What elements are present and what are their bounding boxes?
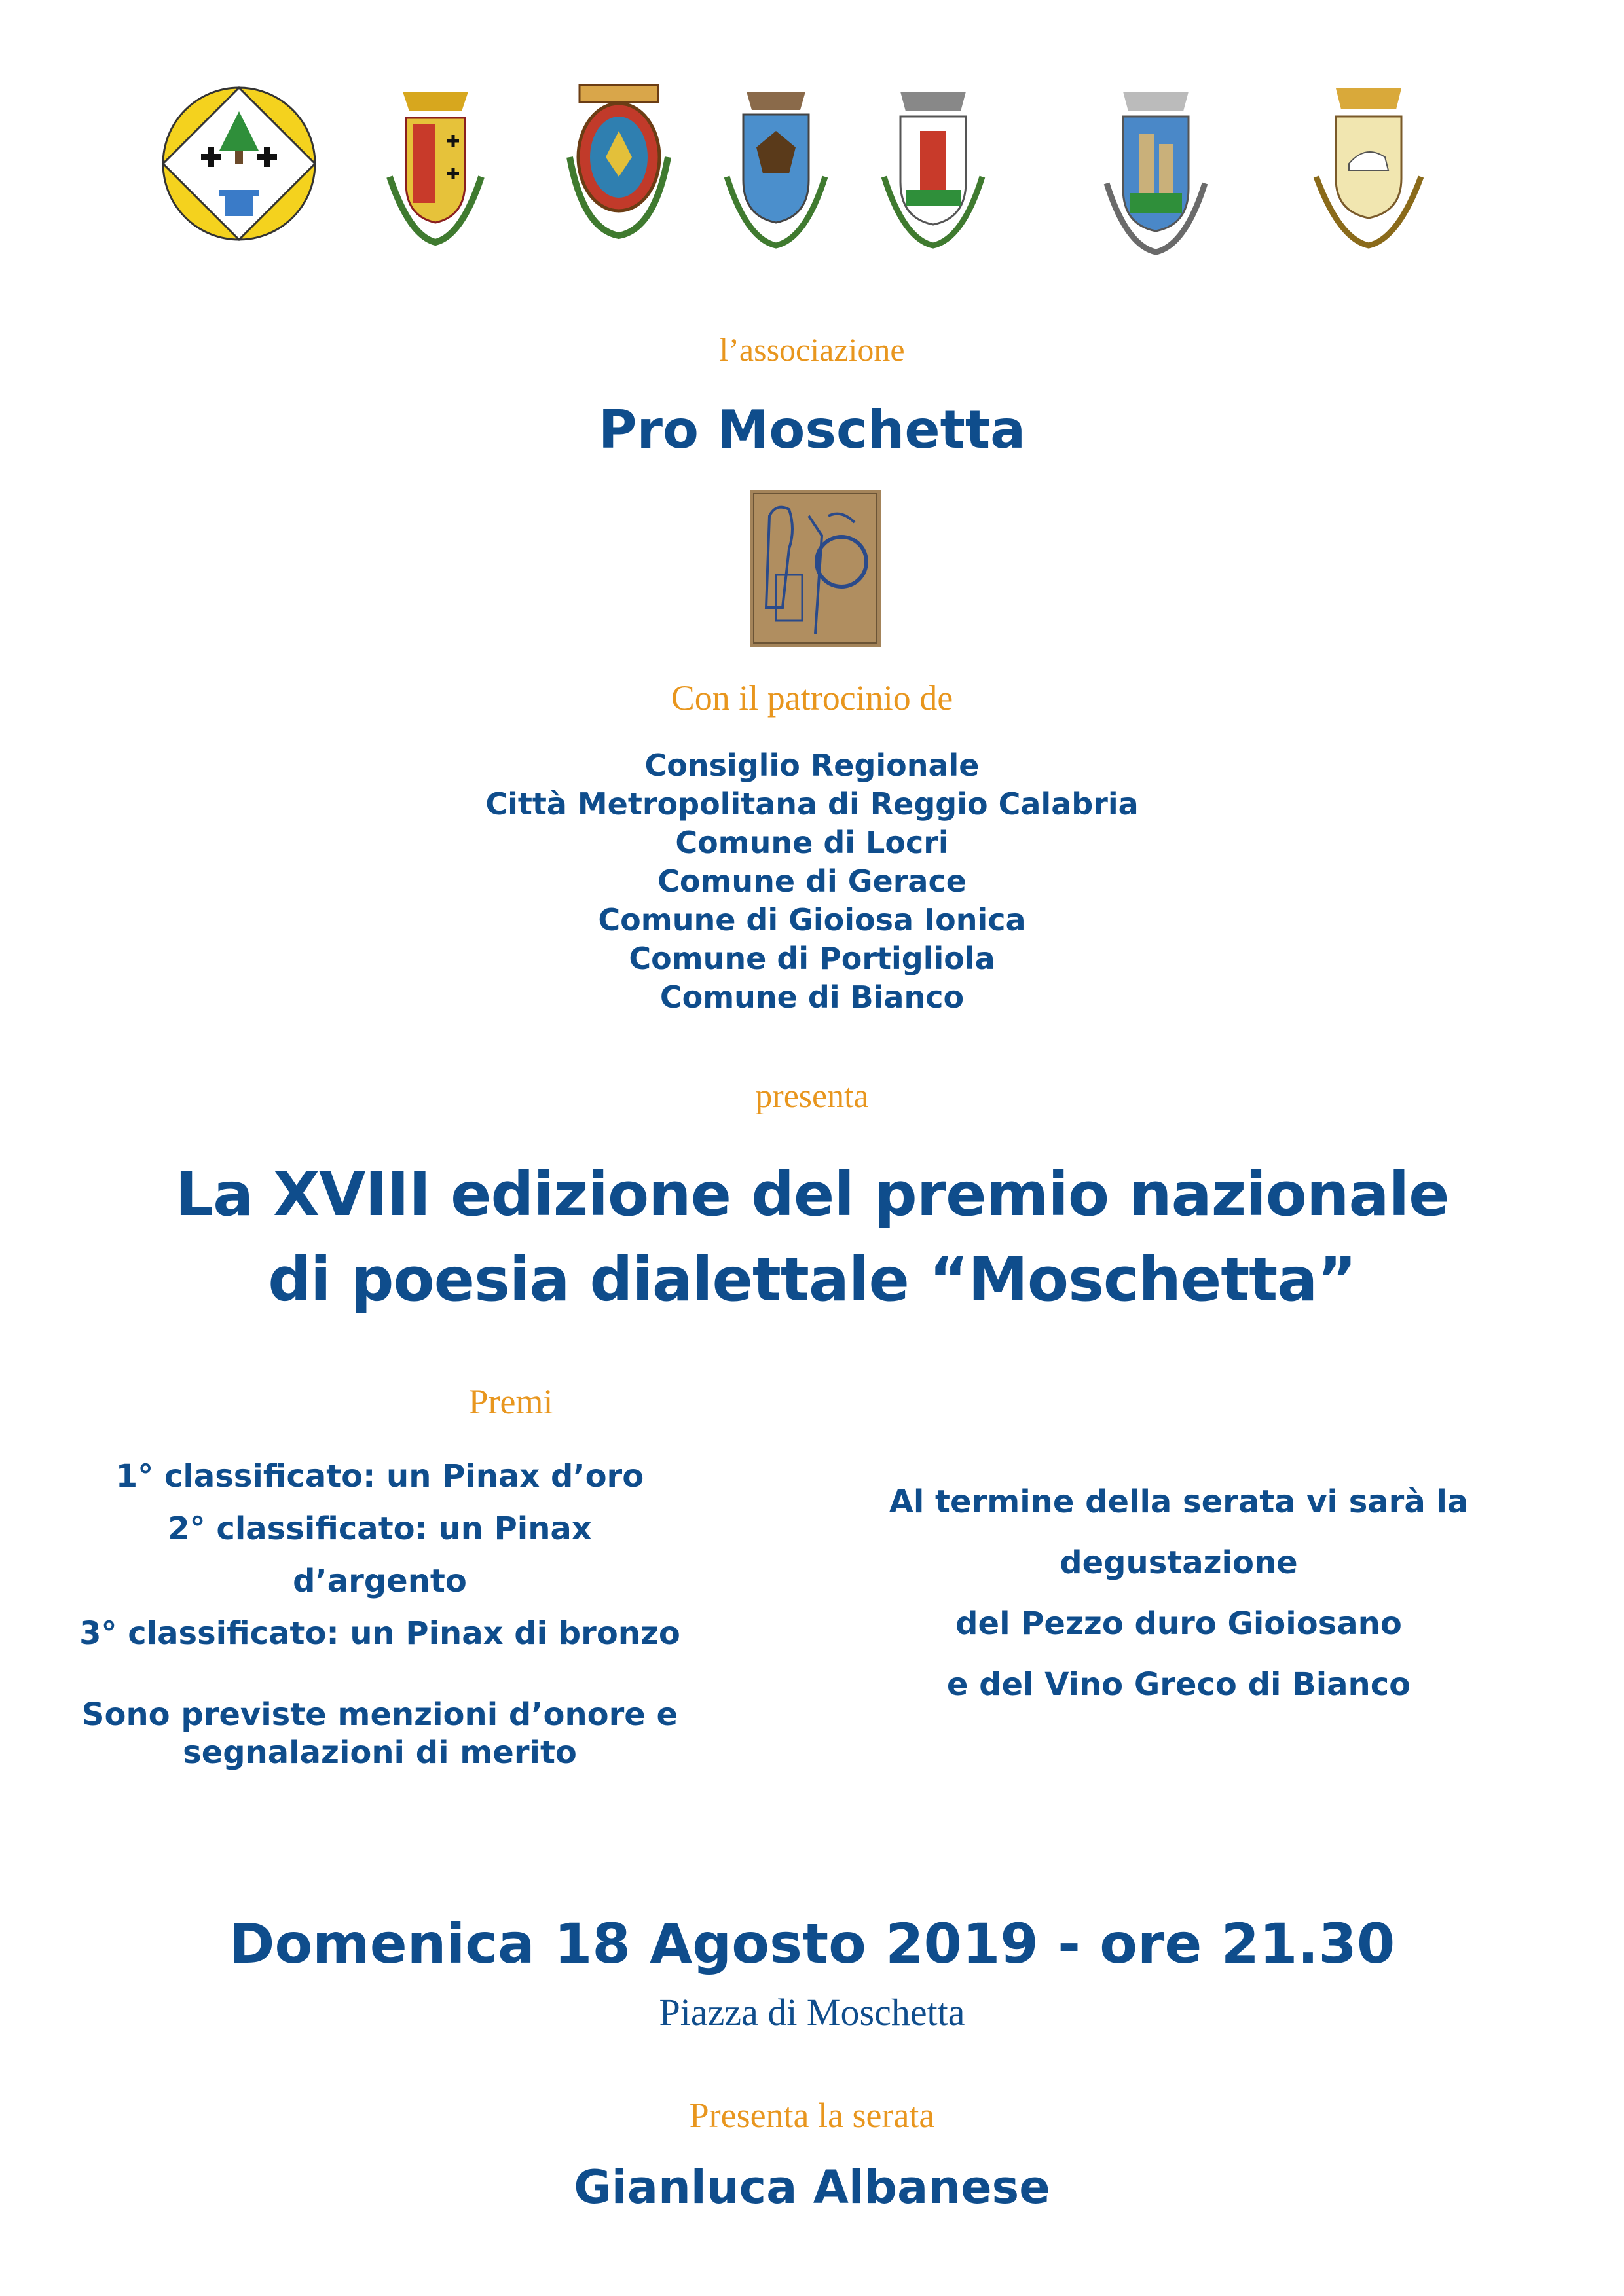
patron-item: Comune di Gerace xyxy=(657,864,967,899)
patron-item: Comune di Locri xyxy=(675,825,949,860)
event-title xyxy=(0,1152,1624,1322)
closing-line: degustazione xyxy=(1060,1544,1298,1581)
coat-of-arms-icon xyxy=(874,79,992,249)
intro-text: l’associazione xyxy=(719,331,905,368)
coat-of-arms-icon xyxy=(557,79,681,242)
event-date: Domenica 18 Agosto 2019 - ore 21.30 xyxy=(229,1912,1395,1976)
prize-item: 2° classificato: un Pinax d’argento xyxy=(168,1510,592,1599)
closing-line: e del Vino Greco di Bianco xyxy=(946,1666,1411,1703)
honors-line: segnalazioni di merito xyxy=(183,1734,577,1771)
regione-calabria-emblem-icon xyxy=(160,85,318,242)
patronage-label: Con il patrocinio de xyxy=(671,678,953,718)
event-place: Piazza di Moschetta xyxy=(659,1991,965,2033)
closing-note xyxy=(851,1472,1506,1715)
patrons-list xyxy=(0,746,1624,1017)
host-name: Gianluca Albanese xyxy=(574,2160,1050,2214)
honors-note xyxy=(79,1696,681,1772)
prizes-label: Premi xyxy=(468,1382,553,1421)
coat-of-arms-icon xyxy=(1303,79,1434,249)
honors-line: Sono previste menzioni d’onore e xyxy=(81,1696,678,1733)
closing-line: del Pezzo duro Gioiosano xyxy=(955,1605,1402,1642)
prize-item: 3° classificato: un Pinax di bronzo xyxy=(79,1615,680,1652)
patron-item: Consiglio Regionale xyxy=(644,748,980,783)
coat-of-arms-icon xyxy=(377,79,494,249)
prize-item: 1° classificato: un Pinax d’oro xyxy=(115,1458,644,1495)
coat-of-arms-icon xyxy=(1097,79,1215,255)
patron-item: Comune di Portigliola xyxy=(629,941,995,976)
patron-item: Comune di Bianco xyxy=(659,979,965,1015)
host-label: Presenta la serata xyxy=(689,2096,935,2135)
association-name: Pro Moschetta xyxy=(598,399,1026,460)
presents-text: presenta xyxy=(755,1078,869,1115)
prizes-list xyxy=(79,1450,681,1660)
patron-item: Comune di Gioiosa Ionica xyxy=(598,902,1026,938)
event-title-line: La XVIII edizione del premio nazionale xyxy=(175,1159,1449,1230)
pinax-emblem-icon xyxy=(750,490,881,647)
patron-item: Città Metropolitana di Reggio Calabria xyxy=(485,786,1139,822)
closing-line: Al termine della serata vi sarà la xyxy=(889,1484,1469,1520)
event-title-line: di poesia dialettale “Moschetta” xyxy=(268,1245,1356,1315)
coat-of-arms-icon xyxy=(717,79,835,249)
